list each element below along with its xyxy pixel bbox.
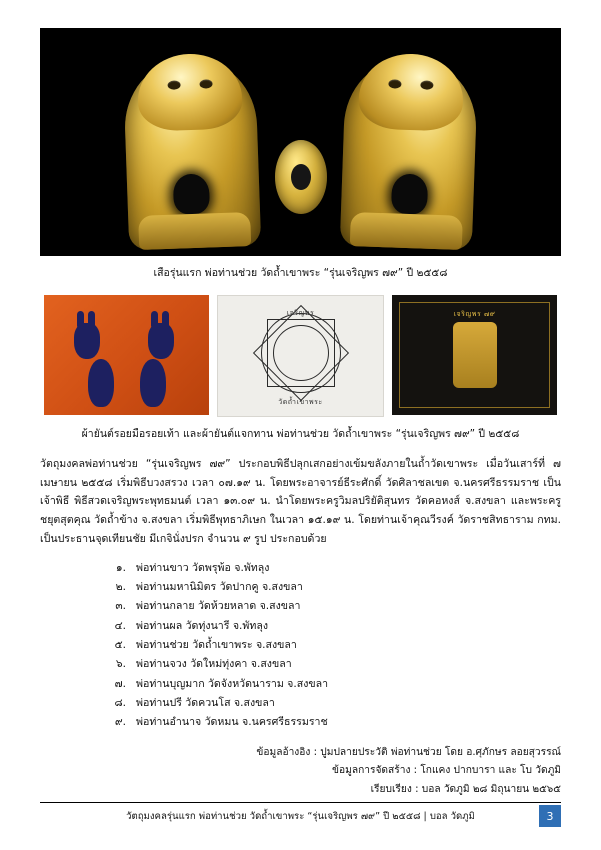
footer-title: วัตถุมงคลรุ่นแรก พ่อท่านช่วย วัดถ้ำเขาพระ “รุ่นเจริญพร ๗๙” ปี ๒๕๕๘ | บอล วัดภูมิ [126,811,475,822]
lion-head [137,52,244,132]
gold-lion-left [123,58,261,250]
figure-row-caption: ผ้ายันต์รอยมือรอยเท้า และผ้ายันต์แจกทาน พ่อท่านช่วย วัดถ้ำเขาพระ “รุ่นเจริญพร ๗๙” ปี ๒๕๕๘ [81,427,520,440]
list-item-label: พ่อท่านช่วย วัดถ้ำเขาพระ จ.สงขลา [136,638,297,651]
black-cloth-label: เจริญพร ๗๙ [453,309,496,318]
list-item-number: ๒. [115,581,126,594]
handprint [74,323,100,359]
list-item [112,713,561,732]
center-amulet [275,140,327,214]
page-footer [40,802,561,824]
reference-line: ข้อมูลอ้างอิง : ปูมปลายประวัติ พ่อท่านช่วย โดย อ.ศุภักษร ลอยสุวรรณ์ [256,747,561,759]
yantra-label-top: เจริญพร [286,308,315,317]
list-item [112,617,561,636]
lion-eye [420,80,433,89]
list-item-label: พ่อท่านปรี วัดควนโส จ.สงขลา [136,696,275,709]
list-item-label: พ่อท่านอำนาจ วัดหมน จ.นครศรีธรรมราช [136,716,328,729]
lion-eye [199,79,212,88]
references-block [40,744,561,798]
footprint [140,359,166,407]
list-item-number: ๓. [115,600,126,613]
list-item-number: ๑. [115,561,126,574]
lion-paws [350,212,463,250]
list-item [112,675,561,694]
list-item-number: ๙. [114,716,126,729]
list-item-number: ๕. [114,638,126,651]
list-item [112,559,561,578]
gold-monk-figure [453,322,497,388]
list-item-label: พ่อท่านผล วัดทุ่งนารี จ.พัทลุง [136,619,269,632]
figure-row [40,295,561,417]
list-item-number: ๖. [115,658,126,671]
reference-line: ข้อมูลการจัดสร้าง : โกแคง ปากบารา และ โบ วัดภูมิ [332,765,561,777]
list-item-label: พ่อท่านขาว วัดพรุพ้อ จ.พัทลุง [136,561,270,574]
list-item-number: ๘. [114,696,126,709]
list-item-label: พ่อท่านมหานิมิตร วัดปากคู จ.สงขลา [136,581,303,594]
lion-paws [138,212,251,250]
yantra-label-bottom: วัดถ้ำเขาพระ [278,397,323,406]
gold-lion-right [340,58,478,250]
white-yantra-cloth-photo [217,295,384,417]
lion-mouth [173,173,210,214]
list-item-label: พ่อท่านบุญมาก วัดจังหวัดนาราม จ.สงขลา [136,677,329,690]
list-item [112,597,561,616]
lion-head [358,52,465,132]
body-paragraph: วัตถุมงคลพ่อท่านช่วย “รุ่นเจริญพร ๗๙” ประกอบพิธีปลุกเสกอย่างเข้มขลังภายในถ้ำวัดเขาพระ เมื่อวันเสาร์ที่ ๗ เมษายน ๒๕๕๘ เริ่มพิธีบวงสรวง เวลา ๐๗.๑๙ น. โดยพระอาจารย์ธีระศักดิ์ วัดศิลาชลเขต จ.นครศรีธรรมราช เป็นเจ้าพิธี พิธีสวดเจริญพระพุทธมนต์ เวลา ๑๓.๐๙ น. นำโดยพระครูวิมลปริยัติสุนทร วัดคอหงส์ จ.สงขลา และพระครูชยุตสุตคุณ วัดถ้ำข้าง จ.สงขลา เริ่มพิธีพุทธาภิเษก ในเวลา ๑๕.๑๙ น. โดยท่านเจ้าคุณวีรงค์ วัดราชสิทธาราม กทม. เป็นประธานจุดเทียนชัย มีเกจินั่งปรก จำนวน ๙ รูป ประกอบด้วย [40,457,561,546]
list-item-number: ๗. [114,677,126,690]
figure-top-photo [40,28,561,256]
list-item-label: พ่อท่านจวง วัดใหม่ทุ่งคา จ.สงขลา [136,658,292,671]
black-yantra-cloth-photo [392,295,557,415]
handprint [148,323,174,359]
orange-cloth-photo [44,295,209,415]
list-item [112,655,561,674]
yantra-square [267,319,335,387]
list-item [112,578,561,597]
list-item-number: ๔. [114,619,126,632]
lion-mouth [391,173,428,214]
yantra-diagram [253,305,349,401]
monk-list [40,559,561,732]
footprint [88,359,114,407]
list-item-label: พ่อท่านกลาย วัดห้วยหลาด จ.สงขลา [136,600,301,613]
figure-top-caption: เสือรุ่นแรก พ่อท่านช่วย วัดถ้ำเขาพระ “รุ่นเจริญพร ๗๙” ปี ๒๕๕๘ [153,267,448,279]
amulet-inner [291,164,311,190]
lion-eye [388,79,401,88]
body-paragraph-block [40,455,561,549]
page-number-badge: 3 [539,805,561,827]
list-item [112,694,561,713]
lion-eye [167,80,180,89]
list-item [112,636,561,655]
reference-line: เรียบเรียง : บอล วัดภูมิ ๒๘ มิถุนายน ๒๕๖๕ [370,783,561,795]
